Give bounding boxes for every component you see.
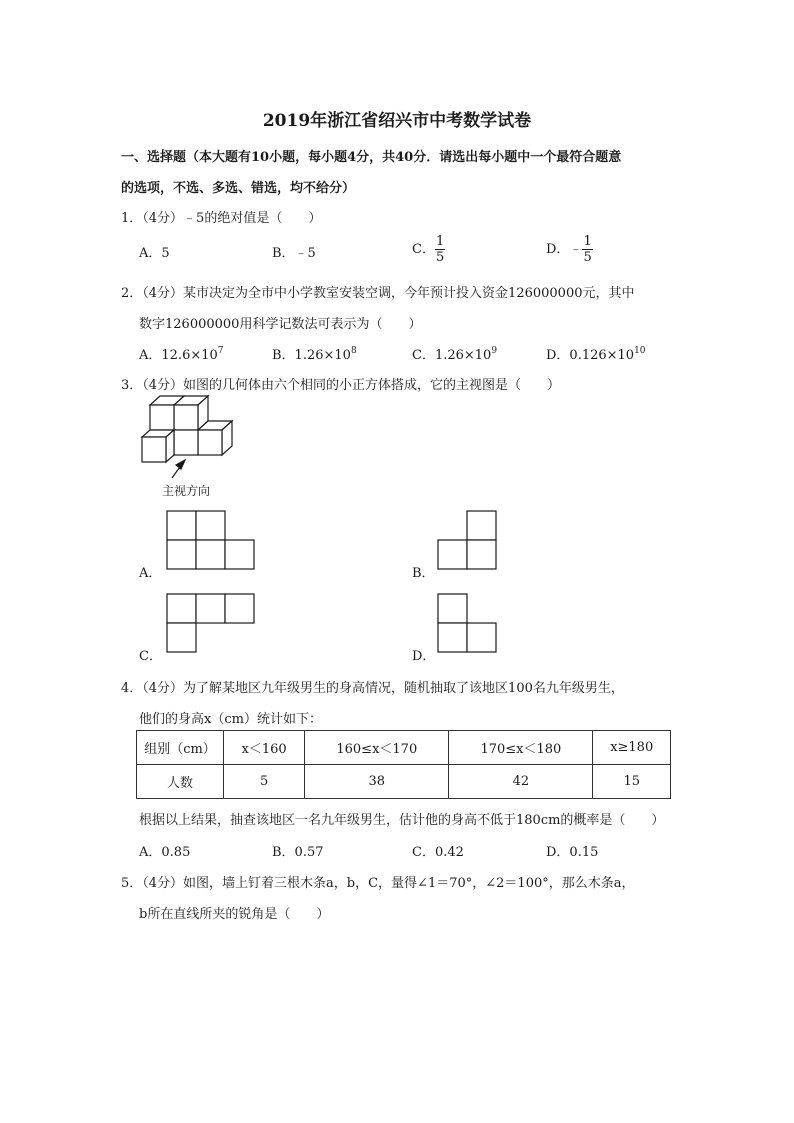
q3-option-a-figure <box>167 511 255 571</box>
square <box>438 623 467 652</box>
q1-option-c-fraction <box>435 234 445 265</box>
q1-option-d <box>546 234 593 265</box>
q2-option-d-exponent: 10 <box>634 346 646 356</box>
q3-option-b-label: B． <box>412 566 435 581</box>
table-header-cell: x≥180 <box>593 731 671 765</box>
table-header-cell: 组别（cm） <box>137 731 224 765</box>
view-direction-label: 主视方向 <box>162 484 211 498</box>
fraction-numerator: 1 <box>435 234 445 249</box>
q3-option-c-label: C． <box>139 649 162 664</box>
q2-option-b-base: B．1.26×10 <box>272 348 351 363</box>
q4-stem-after-table: 根据以上结果，抽查该地区一名九年级男生，估计他的身高不低于180cm的概率是（ ） <box>139 813 665 828</box>
height-stats-table <box>136 730 671 799</box>
square <box>225 594 254 623</box>
q4-stem-line2: 他们的身高x（cm）统计如下： <box>139 712 322 727</box>
table-cell: 42 <box>449 765 593 799</box>
q2-option-a <box>139 344 224 363</box>
q1-option-d-prefix: D．﹣ <box>546 242 583 257</box>
q2-option-d <box>546 344 646 363</box>
q2-option-c-exponent: 9 <box>491 346 498 356</box>
q2-stem-line1: 2．（4分）某市决定为全市中小学教室安装空调，今年预计投入资金126000000元，其中 <box>121 286 635 301</box>
q2-option-d-base: D．0.126×10 <box>546 348 635 363</box>
table-header-cell: 170≤x＜180 <box>449 731 593 765</box>
cube-front-face <box>174 405 198 430</box>
cube-front-face <box>198 430 222 455</box>
q2-option-b-exponent: 8 <box>350 346 357 356</box>
table-cell: 5 <box>224 765 305 799</box>
square <box>467 511 496 540</box>
fraction-denominator: 5 <box>435 250 445 265</box>
q2-option-c-base: C．1.26×10 <box>412 348 492 363</box>
section-instructions-line2: 的选项，不选、多选、错选，均不给分） <box>121 181 356 196</box>
q4-option-a: A．0.85 <box>139 845 191 860</box>
q3-option-d-label: D． <box>412 649 436 664</box>
square <box>167 540 196 569</box>
q1-option-c-prefix: C． <box>412 242 435 257</box>
square <box>467 623 496 652</box>
table-row <box>137 765 671 799</box>
cube-front-face <box>142 437 166 462</box>
table-header-cell: 160≤x＜170 <box>305 731 449 765</box>
cube-front-face <box>174 430 198 455</box>
q4-option-d: D．0.15 <box>546 845 599 860</box>
q5-stem-line2: b所在直线所夹的锐角是（ ） <box>139 907 330 922</box>
section-instructions-line1: 一、选择题（本大题有10小题，每小题4分，共40分．请选出每小题中一个最符合题意 <box>121 150 622 165</box>
q5-stem-line1: 5．（4分）如图，墙上钉着三根木条a，b，C，量得∠1＝70°，∠2＝100°，那么木条a， <box>121 876 635 891</box>
fraction-denominator: 5 <box>583 250 592 265</box>
q2-option-b <box>272 344 357 363</box>
page-title: 2019年浙江省绍兴市中考数学试卷 <box>262 111 532 131</box>
q1-option-b: B．﹣5 <box>272 246 316 261</box>
table-row-label: 人数 <box>137 765 224 799</box>
q2-option-c <box>412 344 497 363</box>
q1-option-d-fraction <box>582 234 592 265</box>
square <box>167 594 196 623</box>
square <box>467 540 496 569</box>
table-cell: 15 <box>593 765 671 799</box>
table-header-cell: x＜160 <box>224 731 305 765</box>
q4-option-b: B．0.57 <box>272 845 324 860</box>
q3-option-a-label: A． <box>139 566 162 581</box>
q4-stem-line1: 4．（4分）为了解某地区九年级男生的身高情况，随机抽取了该地区100名九年级男生， <box>121 681 624 696</box>
square <box>196 594 225 623</box>
table-header-row <box>137 731 671 765</box>
q1-option-a: A．5 <box>139 246 170 261</box>
q2-option-a-exponent: 7 <box>217 346 224 356</box>
q3-stem: 3．（4分）如图的几何体由六个相同的小正方体搭成，它的主视图是（ ） <box>121 378 561 393</box>
fraction-numerator: 1 <box>583 234 592 249</box>
q3-option-c-figure <box>167 594 255 654</box>
square <box>196 540 225 569</box>
q2-option-a-base: A．12.6×10 <box>139 348 218 363</box>
square <box>167 623 196 652</box>
table-cell: 38 <box>305 765 449 799</box>
square <box>438 594 467 623</box>
arrow-head <box>176 460 185 469</box>
square <box>167 511 196 540</box>
q1-option-c <box>412 234 445 265</box>
q3-option-b-figure <box>438 511 498 571</box>
q3-option-d-figure <box>438 594 498 654</box>
q4-option-c: C．0.42 <box>412 845 464 860</box>
cube-front-face <box>150 405 174 430</box>
solid-figure-diagram <box>138 402 238 476</box>
q2-stem-line2: 数字126000000用科学记数法可表示为（ ） <box>139 317 422 332</box>
square <box>196 511 225 540</box>
q1-stem: 1．（4分）﹣5的绝对值是（ ） <box>121 211 322 226</box>
square <box>438 540 467 569</box>
square <box>225 540 254 569</box>
